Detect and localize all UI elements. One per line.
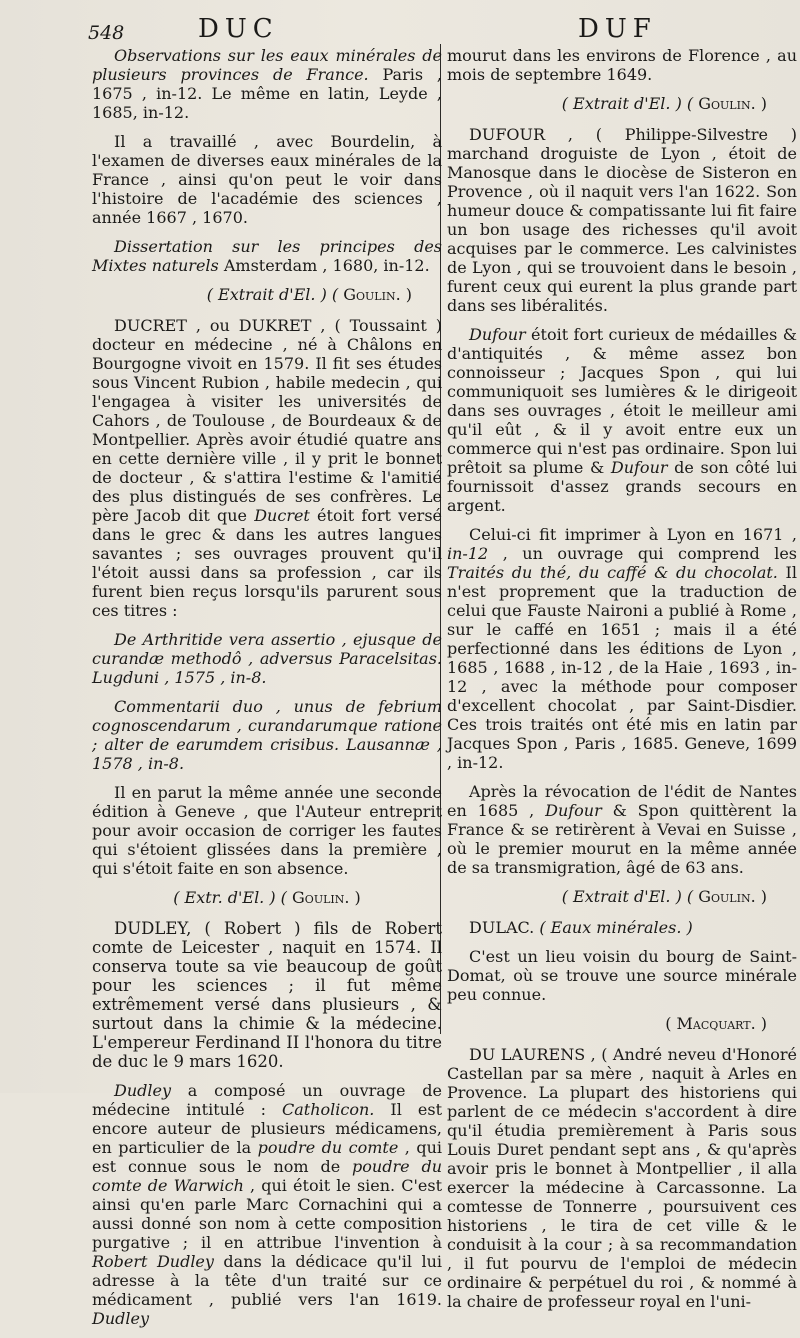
entry-heading: DULAC. [469, 918, 535, 937]
source-note [92, 285, 442, 304]
entry-emphasis: Dufour [469, 325, 526, 344]
dissertation-publication: Amsterdam , 1680, in-12. [218, 256, 430, 275]
entry-text: Il n'est proprement que la traduction de celui que Fauste Naironi a publié à Rome , sur le caffé en 1651 ; mais il a été perfectionné dans les éditions de Lyon , 1685 , 1688 , in-12 , de la Haie , 1693 , in-12 , avec la méthode pour composer d'excellent chocolat , par Saint-Disdier. Ces trois traités ont été mis en latin par Jacques Spon , Paris , 1685. Geneve, 1699 , in-12. [447, 563, 797, 772]
entry-text-cont: étoit fort versé dans le grec & dans les autres langues savantes ; ses ouvrages prouvent qu'il l'étoit aussi dans sa profession , car ils furent bien reçus lorsqu'ils parurent sous ces titres : [92, 506, 442, 620]
entry-text: Celui-ci fit imprimer à Lyon en 1671 , [469, 525, 797, 544]
entry-text: , qui étoit le sien. C'est ainsi qu'en parle Marc Cornachini qui a aussi donné son nom à cette composition purgative ; il en attribue l'invention à [92, 1176, 442, 1252]
source-text: ( Extrait d'El. ) ( [206, 285, 344, 304]
entry-text: fils de Robert comte de Leicester , naquit en 1574. Il conserva toute sa vie beaucoup de goût pour les sciences ; il fut même extrêmement versé dans plusieurs , & surtout dans la chimie & la médecine. L'empereur Ferdinand II l'honora du titre de duc le 9 mars 1620. [92, 919, 443, 1071]
dufour-revocation [447, 782, 797, 877]
observations-publication: Paris , 1675 , in-12. Le même en latin, Leyde , 1685, in-12. [92, 65, 442, 122]
source-close: ) [349, 888, 361, 907]
ducret-entry [92, 316, 442, 620]
entry-emphasis: Dufour [545, 801, 602, 820]
entry-emphasis: Robert Dudley [92, 1252, 214, 1271]
source-author: Macquart. [676, 1014, 756, 1033]
source-note [92, 888, 442, 907]
entry-heading: DUDLEY, ( Robert ) [114, 919, 301, 938]
entry-heading: DUFOUR , ( Philippe-Silvestre ) [469, 125, 797, 144]
dufour-entry [447, 125, 797, 315]
source-author: Goulin. [698, 887, 756, 906]
entry-emphasis: Ducret [254, 506, 310, 525]
dissertation-title: Dissertation sur les principes des Mixtes naturels [92, 237, 442, 275]
entry-text: , un ouvrage qui comprend les [488, 544, 797, 563]
entry-text: & Spon quittèrent la France & se retirèrent à Vevai en Suisse , où le premier mourut en la même année de sa transmigration, âgé de 63 ans. [447, 801, 797, 877]
entry-emphasis: poudre du comte [257, 1138, 399, 1157]
source-note [447, 94, 797, 113]
source-text: ( Extrait d'El. ) ( [561, 94, 699, 113]
entry-text: de son côté lui fournissoit d'assez grands secours en argent. [447, 458, 798, 515]
left-running-head: DUC [198, 14, 279, 44]
continued-text: mourut dans les environs de Florence , au mois de septembre 1649. [447, 46, 797, 84]
entry-subheading: ( Eaux minérales. ) [539, 918, 693, 937]
entry-emphasis: poudre du comte de Warwich [92, 1157, 442, 1195]
dudley-paragraph [92, 1081, 442, 1328]
observations-title: Observations sur les eaux minérales de plusieurs provinces de France. [92, 46, 442, 84]
entry-emphasis: Dudley [114, 1081, 171, 1100]
entry-text: neveu d'Honoré Castellan par sa mère , naquit à Arles en Provence. La plupart des historiens qui parlent de ce médecin s'accordent à dire qu'il étudia premièrement à Paris sous Louis Duret pendant sept ans , & qu'après avoir pris le bonnet à Montpellier , il alla exercer la médecine à Carcassonne. La comtesse de Tonnerre , poursuivent ces historiens , le tira de cet ville & le conduisit à la cour ; à sa recommandation , il fut pourvu de l'emploi de médecin ordinaire & perpétuel du roi , & nommé à la chaire de professeur royal en l'uni- [447, 1045, 797, 1311]
du-laurens-entry [447, 1045, 797, 1311]
dulac-text: C'est un lieu voisin du bourg de Saint-Domat, où se trouve une source minérale peu connue. [447, 947, 797, 1004]
source-close: ) [400, 285, 412, 304]
work-paragraph: Il a travaillé , avec Bourdelin, à l'examen de diverses eaux minérales de la France , ainsi qu'on peut le voir dans l'histoire de l'académie des sciences , année 1667 , 1670. [92, 132, 442, 227]
entry-heading: DU LAURENS , ( André [469, 1045, 663, 1064]
source-text: ( Extrait d'El. ) ( [561, 887, 699, 906]
work-title: Catholicon. [282, 1100, 375, 1119]
entry-text: marchand droguiste de Lyon , étoit de Manosque dans le diocèse de Sisteron en Provence , où il naquit vers l'an 1622. Son humeur douce & compatissante lui fit faire un bon usage des richesses qu'il avoit acquises par le commerce. Les calvinistes de Lyon , qui se trouvoient dans le besoin , furent ceux qui eurent la plus grande part dans ses libéralités. [447, 144, 797, 315]
source-open: ( [665, 1014, 677, 1033]
source-author: Goulin. [343, 285, 401, 304]
entry-text: Il est encore auteur de plusieurs médicamens, en particulier de la [92, 1100, 442, 1157]
entry-text: docteur en médecine , né à Châlons en Bourgogne vivoit en 1579. Il fit ses études sous Vincent Rubion , habile medecin , qui l'engagea à visiter les universités de Cahors , de Toulouse , de Bourdeaux & de Montpellier. Après avoir étudié quatre ans en cette dernière ville , il y prit le bonnet de docteur , & s'attira l'estime & l'amitié des plus distingués de ses confrères. Le père Jacob dit que [92, 335, 442, 525]
work-title-1: De Arthritide vera assertio , ejusque de curandæ methodô , adversus Paracelsitas. Lugduni , 1575 , in-8. [92, 630, 442, 687]
entry-format: in-12 [447, 544, 489, 563]
entry-text: a composé un ouvrage de médecine intitulé : [92, 1081, 442, 1119]
source-close: ) [755, 94, 767, 113]
entry-text: étoit fort curieux de médailles & d'antiquités , & même assez bon connoisseur ; Jacques Spon , qui lui communiquoit ses lumières & le dirigeoit dans ses ouvrages , étoit le meilleur ami qu'il eût , & il y avoit entre eux un commerce qui n'est pas ordinaire. Spon lui prêtoit sa plume & [447, 325, 797, 477]
observations-entry [92, 46, 442, 122]
entry-emphasis: Dufour [610, 458, 668, 477]
entry-text: Après la révocation de l'édit de Nantes en 1685 , [447, 782, 797, 820]
edition-paragraph: Il en parut la même année une seconde édition à Geneve , que l'Auteur entreprit pour avoir occasion de corriger les fautes qui s'étoient glissées dans la première , qui s'étoit faite en son absence. [92, 783, 442, 878]
right-running-head: DUF [578, 14, 657, 44]
entry-text: dans la dédicace qu'il lui adresse à la tête d'un traité sur ce médicament , publié vers l'an 1619. [92, 1252, 442, 1309]
source-close: ) [755, 1014, 767, 1033]
work-title-2: Commentarii duo , unus de febrium cognoscendarum , curandarumque ratione ; alter de earumdem crisibus. Lausannæ , 1578 , in-8. [92, 697, 442, 773]
source-note [447, 1014, 797, 1033]
entry-heading: DUCRET , ou DUKRET , ( Toussaint ) [114, 316, 442, 335]
entry-emphasis: Dudley [92, 1309, 149, 1328]
source-note [447, 887, 797, 906]
source-text: ( Extr. d'El. ) ( [173, 888, 293, 907]
source-author: Goulin. [292, 888, 350, 907]
dudley-entry [92, 919, 442, 1071]
work-title: Traités du thé, du caffé & du chocolat. [447, 563, 778, 582]
right-column [447, 46, 797, 1321]
source-close: ) [755, 887, 767, 906]
dulac-heading [447, 918, 797, 937]
source-author: Goulin. [698, 94, 756, 113]
dufour-paragraph [447, 325, 797, 515]
page-number: 548 [88, 22, 125, 44]
left-column [92, 46, 442, 1338]
entry-text: , qui est connue sous le nom de [92, 1138, 443, 1176]
dissertation-entry [92, 237, 442, 275]
dufour-publication [447, 525, 797, 772]
